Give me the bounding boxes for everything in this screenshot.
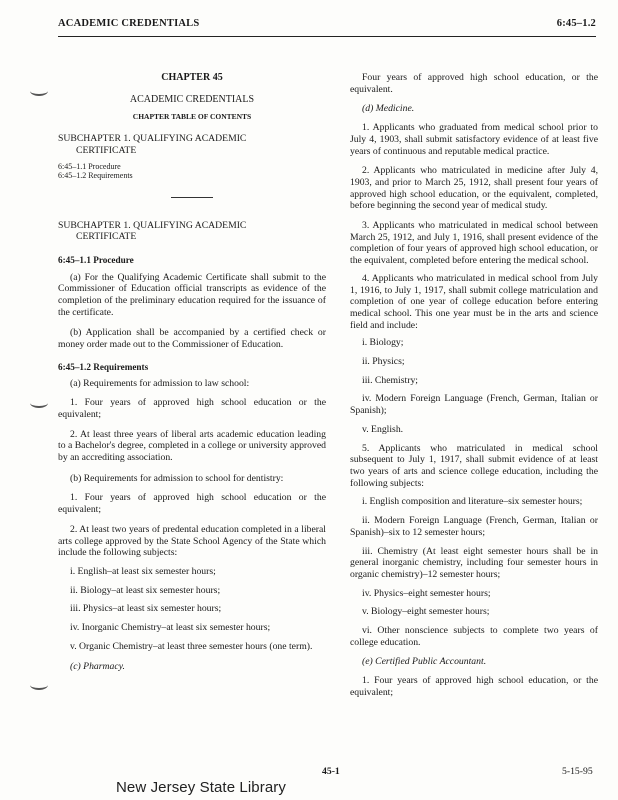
chapter-title: ACADEMIC CREDENTIALS <box>129 93 255 105</box>
header-title: ACADEMIC CREDENTIALS <box>58 18 200 29</box>
paragraph: (b) Application shall be accompanied by a certified check or money order made out to the Commissioner of Education. <box>58 327 326 351</box>
list-item: vi. Other nonscience subjects to complete two years of college education. <box>350 625 598 648</box>
paragraph: (a) Requirements for admission to law school: <box>70 377 250 389</box>
punch-hole-mark <box>30 86 48 96</box>
list-item: iv. Modern Foreign Language (French, German, Italian or Spanish); <box>350 393 598 417</box>
section-heading: 6:45–1.1 Procedure <box>58 254 134 265</box>
subchapter-heading: SUBCHAPTER 1. QUALIFYING ACADEMIC CERTIFICATE <box>58 219 247 243</box>
paragraph: 2. Applicants who matriculated in medicine after July 4, 1903, and prior to March 25, 1912, shall present four years of approved high school education, or the equivalent, completed, before beginning the second year of medical study. <box>350 165 598 212</box>
toc-entry: 6:45–1.1 Procedure <box>58 161 121 171</box>
list-item: ii. Physics; <box>362 356 405 368</box>
page-number: 45-1 <box>322 766 340 777</box>
paragraph: Four years of approved high school education, or the equivalent. <box>350 72 598 95</box>
punch-hole-mark <box>30 680 48 690</box>
list-item: i. Biology; <box>362 337 404 349</box>
list-item: v. Organic Chemistry–at least three semester hours (one term). <box>70 640 313 652</box>
left-column <box>58 72 326 672</box>
paragraph: 2. At least two years of predental education completed in a liberal arts college approved by the State School Agency of the State which include the following subjects: <box>58 523 326 559</box>
paragraph: (a) For the Qualifying Academic Certificate shall submit to the Commissioner of Education official transcripts as evidence of the completion of the preliminary education required for the issuance of the certificate. <box>58 271 326 318</box>
list-item: iv. Inorganic Chemistry–at least six semester hours; <box>70 622 271 634</box>
chapter-number: CHAPTER 45 <box>161 72 223 83</box>
paragraph: 5. Applicants who matriculated in medical school subsequent to July 1, 1917, shall submit evidence of at least two years of arts and science college education, including the following subjects: <box>350 442 598 489</box>
list-item: v. Biology–eight semester hours; <box>362 606 490 618</box>
revision-date: 5-15-95 <box>562 766 593 777</box>
section-divider <box>171 197 213 198</box>
paragraph: 1. Four years of approved high school education or the equivalent; <box>58 492 326 516</box>
section-heading: 6:45–1.2 Requirements <box>58 361 149 372</box>
right-column <box>350 72 598 699</box>
header-rule <box>58 36 596 37</box>
paragraph: 1. Applicants who graduated from medical school prior to July 4, 1903, shall submit satisfactory evidence of at least five years of continuous and reputable medical practice. <box>350 122 598 157</box>
paragraph: 3. Applicants who matriculated in medical school between March 25, 1912, and July 1, 1916, shall present evidence of the completion of four years of approved high school education, or the equivalent, completed before entering the medical school. <box>350 220 598 267</box>
list-item: iii. Physics–at least six semester hours; <box>70 603 222 615</box>
list-item: v. English. <box>362 423 404 435</box>
paragraph: (e) Certified Public Accountant. <box>362 656 487 668</box>
list-item: iv. Physics–eight semester hours; <box>362 587 491 599</box>
paragraph: 1. Four years of approved high school education, or the equivalent; <box>350 675 598 698</box>
list-item: ii. Biology–at least six semester hours; <box>70 584 221 596</box>
library-stamp: New Jersey State Library <box>116 779 286 796</box>
running-header <box>58 18 596 34</box>
list-item: i. English–at least six semester hours; <box>70 565 216 577</box>
paragraph: (c) Pharmacy. <box>70 660 125 672</box>
paragraph: 4. Applicants who matriculated in medical school from July 1, 1916, to July 1, 1917, shall submit college matriculation and completion of one year of college education before entering medical school. This one year must be in the arts and science field and include: <box>350 272 598 331</box>
list-item: ii. Modern Foreign Language (French, German, Italian or Spanish)–six to 12 semester hours; <box>350 515 598 538</box>
paragraph: 2. At least three years of liberal arts academic education leading to a Bachelor's degree, completed in a college or university approved by an accrediting association. <box>58 428 326 464</box>
toc-subchapter: SUBCHAPTER 1. QUALIFYING ACADEMIC CERTIFICATE <box>58 133 247 156</box>
paragraph: (b) Requirements for admission to school for dentistry: <box>70 472 284 484</box>
paragraph: 1. Four years of approved high school education or the equivalent; <box>58 397 326 420</box>
list-item: i. English composition and literature–six semester hours; <box>362 496 583 508</box>
paragraph: (d) Medicine. <box>362 103 415 115</box>
toc-entry: 6:45–1.2 Requirements <box>58 171 133 181</box>
punch-hole-mark <box>30 398 48 408</box>
list-item: iii. Chemistry (At least eight semester hours shall be in general inorganic chemistry, including four semester hours in organic chemistry)–12 semester hours; <box>350 545 598 580</box>
toc-title: CHAPTER TABLE OF CONTENTS <box>132 112 252 122</box>
header-section-number: 6:45–1.2 <box>556 18 596 29</box>
list-item: iii. Chemistry; <box>362 374 418 386</box>
